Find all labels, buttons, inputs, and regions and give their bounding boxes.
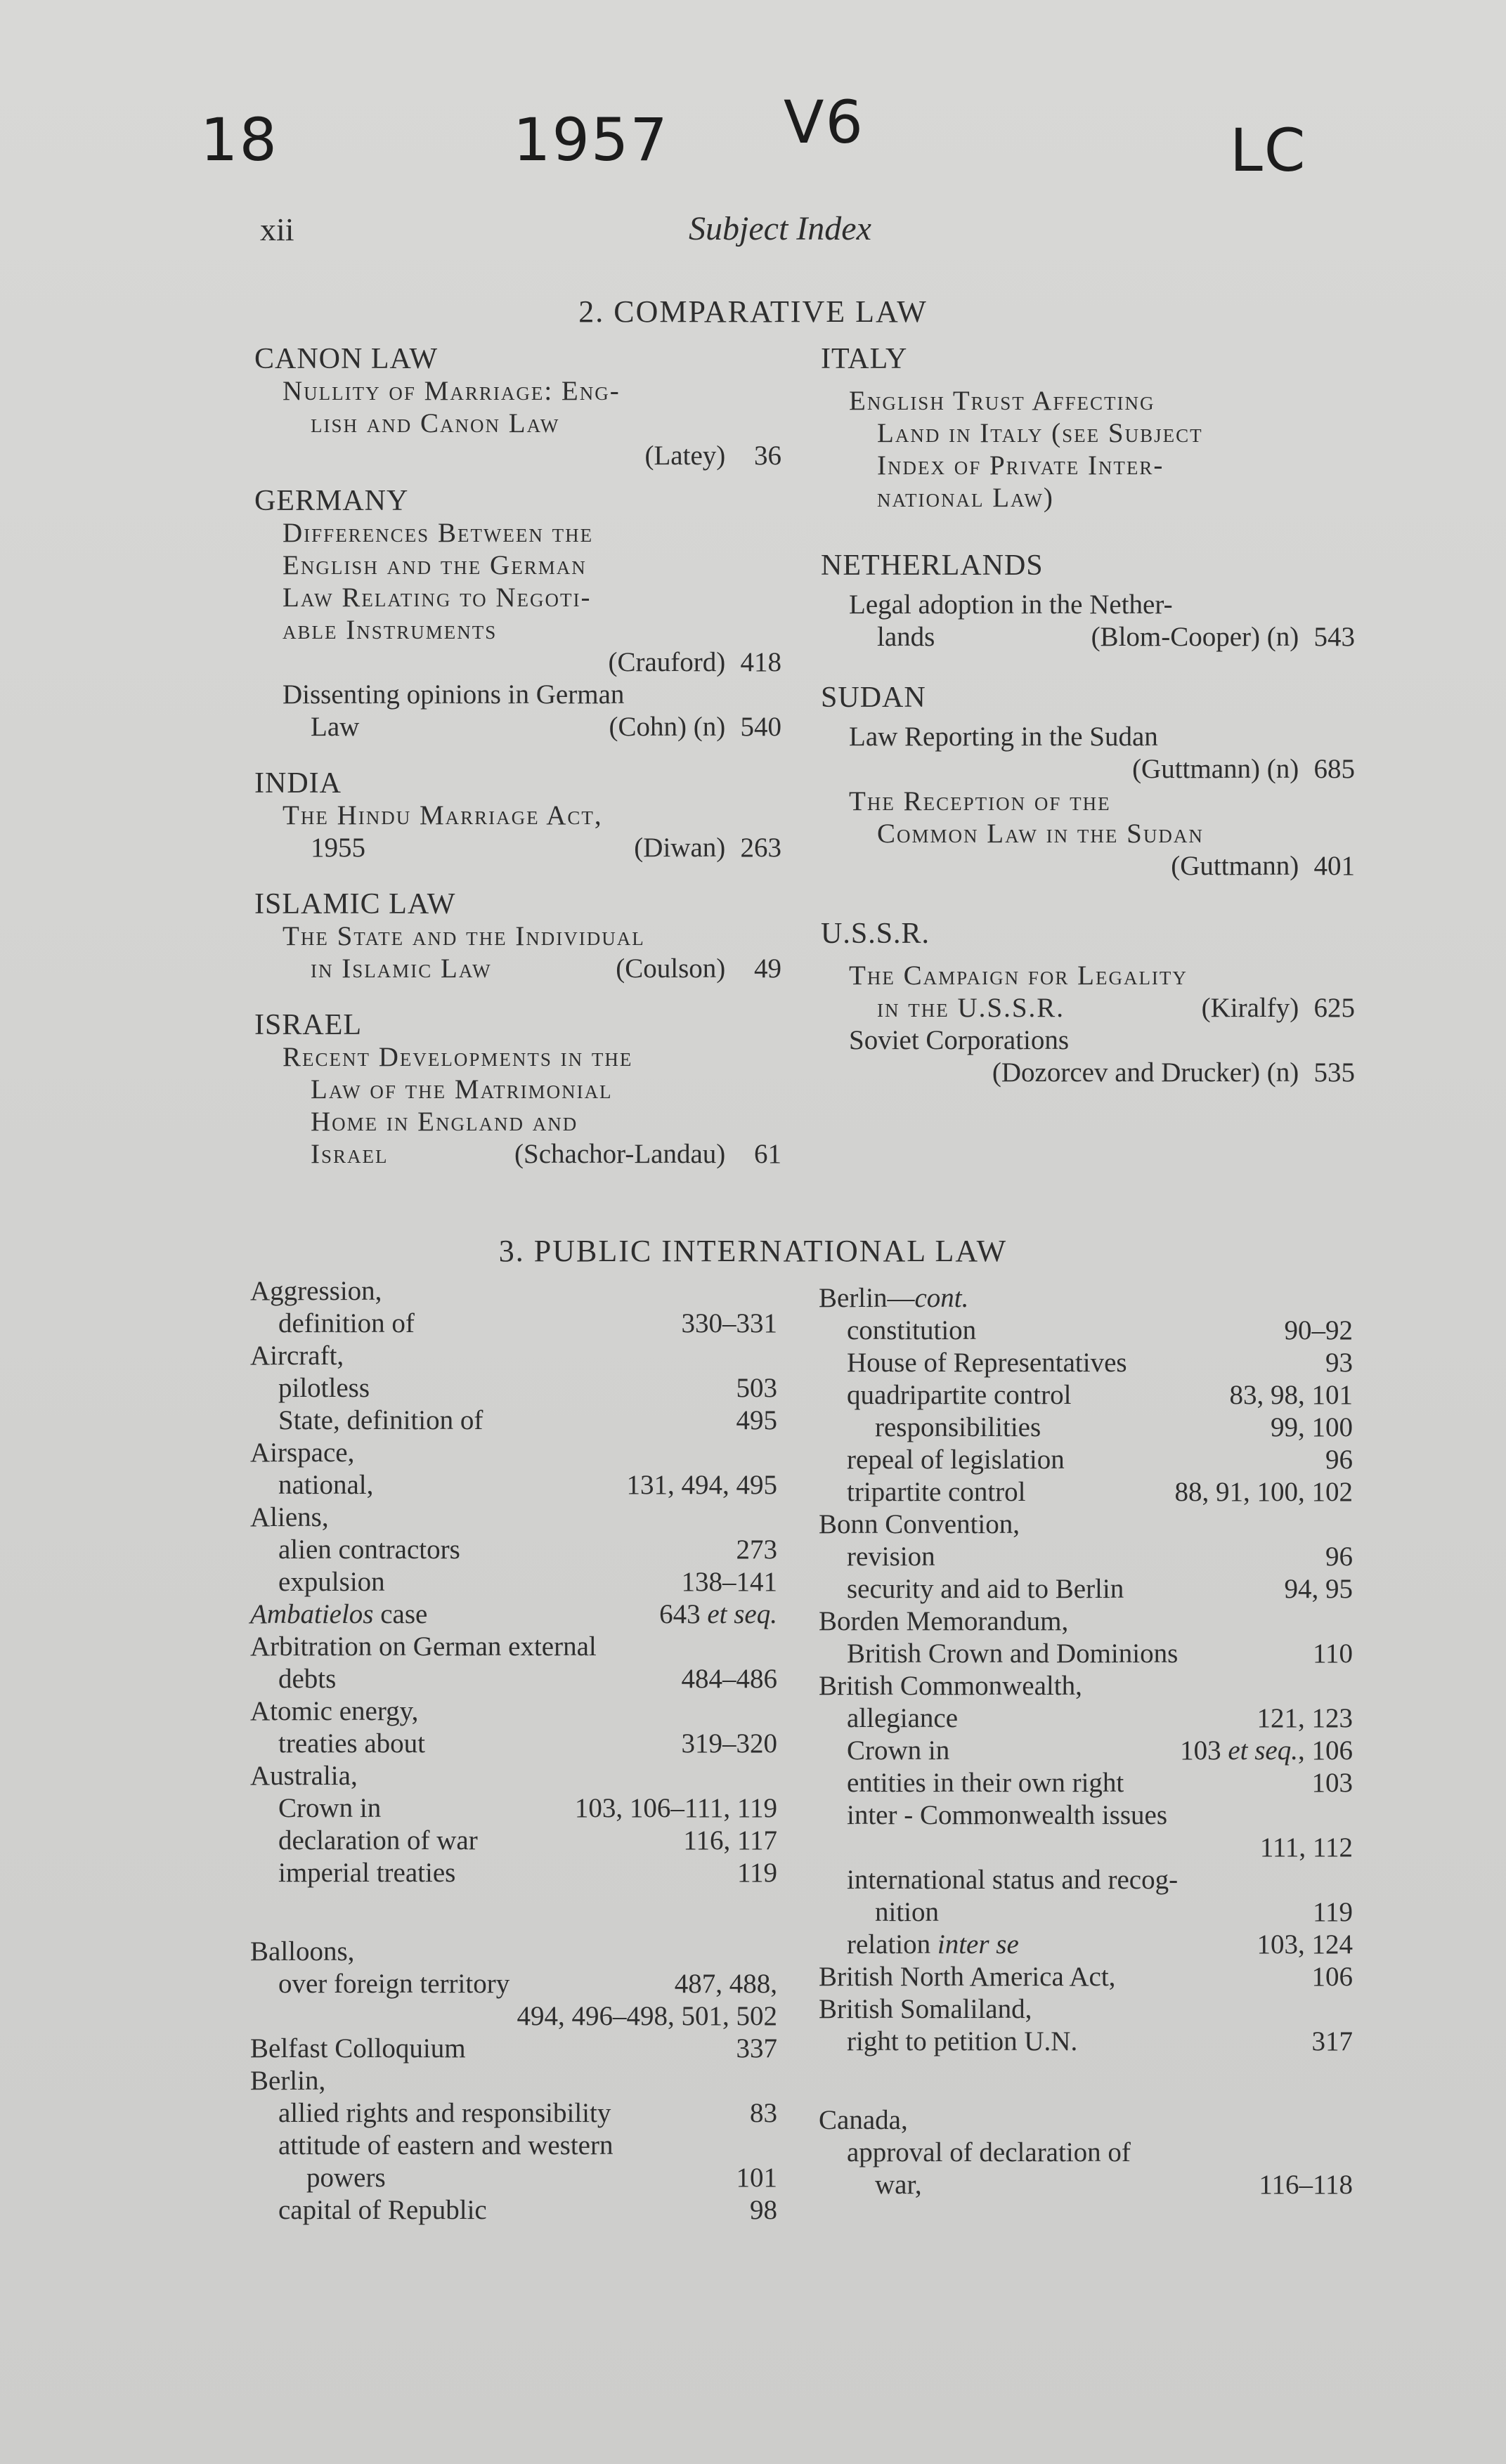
page-ref: 83	[750, 2098, 777, 2128]
page-ref: 103, 124	[1257, 1929, 1353, 1960]
index-term: right to petition U.N.	[847, 2026, 1078, 2056]
index-term: Bonn Convention,	[819, 1509, 1020, 1539]
index-entry	[819, 1573, 1353, 1605]
heading-india: INDIA	[254, 767, 342, 800]
index-term: relation inter se	[847, 1929, 1019, 1960]
index-term: Atomic energy,	[250, 1696, 419, 1726]
page-ref: 96	[1325, 1541, 1353, 1572]
heading-ussr: U.S.S.R.	[821, 918, 930, 950]
handwritten-mark-4: LC	[1230, 116, 1307, 185]
entry-citation	[254, 646, 781, 679]
page-ref: 110	[1312, 1638, 1353, 1669]
entry-citation	[821, 992, 1355, 1024]
index-entry	[819, 1638, 1353, 1670]
heading-italy: ITALY	[821, 343, 908, 375]
index-term: attitude of eastern and western	[278, 2130, 614, 2160]
page-ref: 93	[1325, 1348, 1353, 1378]
index-entry	[250, 1566, 777, 1598]
index-term: inter - Commonwealth issues	[847, 1800, 1168, 1830]
page-ref: 103	[1311, 1768, 1353, 1798]
index-term: international status and recog-	[847, 1865, 1179, 1895]
page-ref: 101	[736, 2163, 777, 2193]
index-term: quadripartite control	[847, 1380, 1072, 1410]
index-entry	[819, 1347, 1353, 1379]
index-entry	[250, 1968, 777, 2000]
handwritten-mark-2: 1957	[513, 105, 669, 174]
spacer	[250, 1889, 777, 1936]
section-3-right-column	[819, 1282, 1353, 2201]
entry-line: Differences Between the	[283, 518, 594, 548]
index-entry	[819, 1767, 1353, 1799]
index-entry	[819, 1379, 1353, 1412]
index-entry	[819, 1412, 1353, 1444]
entry-line: English Trust Affecting	[849, 386, 1155, 416]
entry-line: Dissenting opinions in German	[283, 679, 625, 710]
page-ref: 543	[1313, 622, 1355, 652]
entry-line: The Reception of the	[849, 786, 1111, 816]
index-term: British North America Act,	[819, 1962, 1116, 1992]
heading-germany: GERMANY	[254, 485, 409, 517]
index-entry	[250, 1275, 777, 1308]
heading-sudan: SUDAN	[821, 682, 926, 714]
entry-line: Law Reporting in the Sudan	[849, 722, 1158, 752]
entry-line: national Law)	[877, 483, 1054, 513]
page-ref: 119	[736, 1858, 777, 1888]
entry-citation	[821, 621, 1355, 653]
page-ref: 96	[1325, 1445, 1353, 1475]
page-ref: 131, 494, 495	[626, 1470, 777, 1500]
author: (Guttmann)	[1171, 851, 1299, 881]
index-entry	[250, 1437, 777, 1469]
section-3-title: 3. PUBLIC INTERNATIONAL LAW	[498, 1234, 1008, 1268]
page-ref: 90–92	[1284, 1315, 1353, 1345]
author: (Guttmann) (n)	[1132, 754, 1299, 784]
index-entry	[250, 1308, 777, 1340]
index-term: allied rights and responsibility	[278, 2098, 611, 2128]
page-ref: 535	[1313, 1057, 1355, 1088]
index-entry	[819, 1670, 1353, 1702]
index-entry	[250, 2097, 777, 2130]
entry-line: Nullity of Marriage: Eng-	[283, 376, 621, 406]
index-term: Aliens,	[250, 1502, 329, 1532]
index-term: alien contractors	[278, 1534, 460, 1565]
index-entry	[250, 2033, 777, 2065]
page-ref: 103 et seq., 106	[1180, 1735, 1353, 1766]
index-entry	[250, 1695, 777, 1728]
index-term: treaties about	[278, 1728, 425, 1759]
index-term: British Commonwealth,	[819, 1671, 1082, 1701]
index-entry	[250, 1501, 777, 1534]
page-ref: 88, 91, 100, 102	[1174, 1477, 1353, 1507]
page-ref: 36	[754, 441, 781, 471]
author: (Schachor-Landau)	[514, 1139, 726, 1169]
index-term: Aggression,	[250, 1276, 382, 1306]
entry-line: 1955	[311, 833, 365, 863]
heading-israel: ISRAEL	[254, 1009, 362, 1041]
index-term: Crown in	[847, 1735, 950, 1766]
entry-citation	[254, 953, 781, 985]
index-entry	[250, 1598, 777, 1631]
index-term: over foreign territory	[278, 1969, 510, 1999]
index-entry	[250, 2000, 777, 2033]
page-ref: 330–331	[681, 1308, 777, 1338]
page-ref: 401	[1313, 851, 1355, 881]
author: (Blom-Cooper) (n)	[1091, 622, 1299, 652]
index-entry	[250, 1631, 777, 1663]
index-entry	[819, 1961, 1353, 1993]
index-entry	[250, 2065, 777, 2097]
index-term: war,	[875, 2170, 922, 2200]
page-ref: 121, 123	[1257, 1703, 1353, 1733]
page-ref: 116, 117	[683, 1825, 777, 1856]
index-term: Balloons,	[250, 1936, 355, 1967]
entry-citation	[254, 711, 781, 743]
index-entry	[250, 1792, 777, 1825]
author: (Kiralfy)	[1201, 993, 1299, 1023]
entry-line: Common Law in the Sudan	[877, 819, 1204, 849]
entry-citation	[821, 753, 1355, 786]
author: (Crauford)	[608, 647, 726, 677]
entry-citation	[254, 1138, 781, 1171]
entry-line: Recent Developments in the	[283, 1042, 633, 1072]
entry-line: Legal adoption in the Nether-	[849, 589, 1173, 620]
index-entry	[819, 1508, 1353, 1541]
index-entry	[819, 2104, 1353, 2137]
entry-citation	[254, 440, 781, 472]
entry-line: in Islamic Law	[311, 953, 492, 984]
page-ref: 484–486	[681, 1664, 777, 1694]
index-term: Ambatielos case	[250, 1599, 428, 1629]
entry-line: lish and Canon Law	[311, 408, 560, 438]
index-entry	[250, 1728, 777, 1760]
index-term: declaration of war	[278, 1825, 478, 1856]
page-ref: 317	[1311, 2026, 1353, 2056]
page-ref: 99, 100	[1271, 1412, 1353, 1442]
index-entry	[250, 1469, 777, 1501]
entry-citation	[254, 832, 781, 864]
page-ref: 337	[736, 2033, 777, 2064]
index-entry	[819, 2026, 1353, 2058]
index-entry	[819, 1315, 1353, 1347]
index-entry	[250, 1936, 777, 1968]
entry-line: Land in Italy (see Subject	[877, 418, 1203, 448]
index-term	[819, 1832, 875, 1864]
index-term: British Somaliland,	[819, 1994, 1032, 2024]
index-term: nition	[875, 1897, 940, 1927]
page-ref: 106	[1311, 1962, 1353, 1992]
entry-line: The Campaign for Legality	[849, 960, 1188, 991]
section-2-right-column	[821, 330, 1355, 1089]
index-entry	[819, 1541, 1353, 1573]
index-term: national,	[278, 1470, 374, 1500]
page-ref: 273	[736, 1534, 777, 1565]
index-entry	[819, 2137, 1353, 2169]
index-entry	[250, 2194, 777, 2227]
index-term: pilotless	[278, 1373, 370, 1403]
page-ref: 540	[740, 712, 781, 742]
index-entry	[819, 1702, 1353, 1735]
page-ref: 119	[1312, 1897, 1353, 1927]
index-entry	[250, 2130, 777, 2162]
index-term: constitution	[847, 1315, 977, 1345]
index-entry	[250, 1534, 777, 1566]
page-ref: 94, 95	[1284, 1574, 1353, 1604]
index-term: Arbitration on German external	[250, 1631, 597, 1662]
index-term: debts	[278, 1664, 337, 1694]
index-entry	[250, 1760, 777, 1792]
page-ref: 83, 98, 101	[1229, 1380, 1353, 1410]
page-ref: 319–320	[681, 1728, 777, 1759]
page-ref: 116–118	[1259, 2170, 1353, 2200]
page-ref: 418	[740, 647, 781, 677]
page-ref: 643 et seq.	[659, 1599, 777, 1629]
index-term: British Crown and Dominions	[847, 1638, 1179, 1669]
heading-islamic-law: ISLAMIC LAW	[254, 888, 456, 920]
index-entry	[250, 1663, 777, 1695]
page-ref: 138–141	[681, 1567, 777, 1597]
running-head: Subject Index	[689, 210, 871, 247]
page-ref: 98	[750, 2195, 777, 2225]
index-term: Belfast Colloquium	[250, 2033, 466, 2064]
index-entry	[250, 1340, 777, 1372]
entry-citation	[821, 850, 1355, 882]
index-entry	[819, 1993, 1353, 2026]
entry-line: lands	[877, 622, 935, 652]
entry-line: able Instruments	[283, 615, 498, 645]
index-entry	[250, 1372, 777, 1404]
page-ref: 103, 106–111, 119	[574, 1793, 777, 1823]
index-entry	[819, 1605, 1353, 1638]
index-entry	[819, 1476, 1353, 1508]
index-entry	[250, 2162, 777, 2194]
index-term: Canada,	[819, 2105, 908, 2135]
author: (Cohn) (n)	[609, 712, 726, 742]
heading-canon-law: CANON LAW	[254, 343, 439, 375]
entry-line: Law	[311, 712, 360, 742]
page-number: xii	[260, 211, 294, 247]
index-term: Borden Memorandum,	[819, 1606, 1069, 1636]
entry-citation	[821, 1057, 1355, 1089]
index-term: Crown in	[278, 1793, 382, 1823]
entry-line: Law Relating to Negoti-	[283, 582, 592, 613]
index-term: allegiance	[847, 1703, 959, 1733]
page-ref: 49	[754, 953, 781, 984]
page-ref: 625	[1313, 993, 1355, 1023]
index-entry	[250, 1825, 777, 1857]
index-term: Berlin—cont.	[819, 1283, 969, 1313]
entry-line: Law of the Matrimonial	[311, 1074, 613, 1104]
index-entry	[250, 1404, 777, 1437]
entry-line: Soviet Corporations	[849, 1025, 1070, 1055]
page-ref: 263	[740, 833, 781, 863]
index-term: security and aid to Berlin	[847, 1574, 1124, 1604]
index-entry	[819, 1282, 1353, 1315]
index-term: approval of declaration of	[847, 2137, 1131, 2168]
index-term: revision	[847, 1541, 935, 1572]
index-term: tripartite control	[847, 1477, 1026, 1507]
page-ref: 685	[1313, 754, 1355, 784]
index-term: expulsion	[278, 1567, 385, 1597]
author: (Latey)	[644, 441, 726, 471]
author: (Dozorcev and Drucker) (n)	[992, 1057, 1299, 1088]
index-term: House of Representatives	[847, 1348, 1127, 1378]
index-entry	[819, 2169, 1353, 2201]
heading-netherlands: NETHERLANDS	[821, 549, 1044, 582]
handwritten-mark-3: V6	[784, 88, 864, 157]
index-term: imperial treaties	[278, 1858, 456, 1888]
index-entry	[819, 1896, 1353, 1929]
index-entry	[819, 1735, 1353, 1767]
entry-line: The Hindu Marriage Act,	[283, 800, 603, 830]
index-entry	[819, 1444, 1353, 1476]
page-ref: 61	[754, 1139, 781, 1169]
entry-line: The State and the Individual	[283, 921, 645, 951]
section-2-left-column	[254, 330, 781, 1171]
page-ref: 494, 496–498, 501, 502	[517, 2001, 777, 2031]
page-ref: 495	[736, 1405, 777, 1435]
index-term: Airspace,	[250, 1438, 355, 1468]
handwritten-mark-1: 18	[200, 105, 278, 174]
spacer	[819, 2058, 1353, 2104]
index-term: powers	[306, 2163, 386, 2193]
entry-line: English and the German	[283, 550, 587, 580]
index-term: responsibilities	[875, 1412, 1041, 1442]
page-ref: 111, 112	[1259, 1832, 1353, 1863]
index-term: Aircraft,	[250, 1341, 344, 1371]
author: (Diwan)	[634, 833, 726, 863]
index-term: entities in their own right	[847, 1768, 1124, 1798]
index-term: repeal of legislation	[847, 1445, 1065, 1475]
index-entry	[819, 1864, 1353, 1896]
index-term: definition of	[278, 1308, 415, 1338]
index-entry	[819, 1799, 1353, 1832]
entry-line: Israel	[311, 1139, 389, 1169]
entry-line: Home in England and	[311, 1107, 578, 1137]
section-2-title: 2. COMPARATIVE LAW	[578, 294, 928, 329]
index-term	[250, 2000, 306, 2033]
entry-line: Index of Private Inter-	[877, 450, 1164, 481]
section-3-left-column	[250, 1275, 777, 2227]
index-term: Australia,	[250, 1761, 358, 1791]
index-entry	[250, 1857, 777, 1889]
index-term: capital of Republic	[278, 2195, 487, 2225]
index-entry	[819, 1832, 1353, 1864]
page-ref: 487, 488,	[674, 1969, 777, 1999]
index-term: Berlin,	[250, 2066, 326, 2096]
author: (Coulson)	[616, 953, 726, 984]
index-entry	[819, 1929, 1353, 1961]
index-term: State, definition of	[278, 1405, 483, 1435]
entry-line: in the U.S.S.R.	[877, 993, 1065, 1023]
page-ref: 503	[736, 1373, 777, 1403]
